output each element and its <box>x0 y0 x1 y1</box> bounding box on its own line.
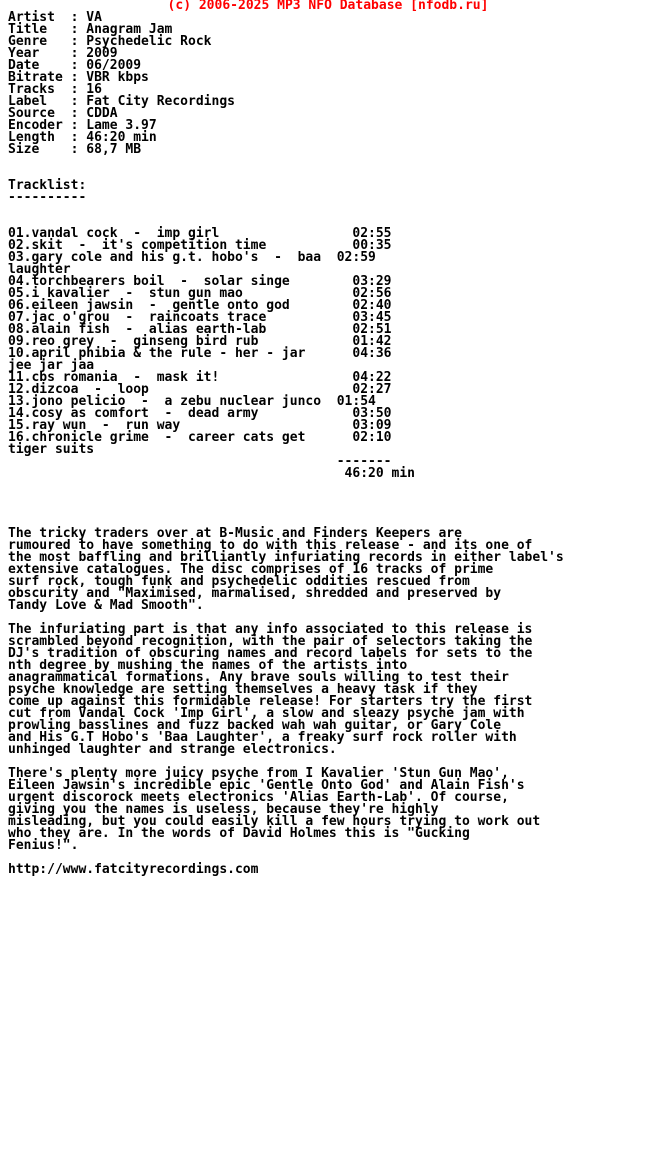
site-header: (c) 2006-2025 MP3 NFO Database [nfodb.ru] <box>167 0 489 13</box>
nfo-text: Artist : VA Title : Anagram Jam Genre : Psychedelic Rock Year : 2009 Date : 06/2009 Bitrate : VBR kbps Tracks : 16 Label : Fat City Recordings Source : CDDA Encoder : Lame 3.97 Length : 46:20 min Size : 68,7 MB Tracklist: ---------- 01.vandal cock - imp girl 02:55 02.skit - it's competition time 00:35 03.gary cole and his g.t. hobo's - baa 02:59 laughter 04.torchbearers boil - solar singe 03:29 05.i kavalier - stun gun mao 02:56 06.eileen jawsin - gentle onto god 02:40 07.jac o'grou - raincoats trace 03:45 08.alain fish - alias earth-lab 02:51 09.reo grey - ginseng bird rub 01:42 10.april phibia & the rule - her - jar 04:36 jee jar jaa 11.cbs romania - mask it! 04:22 12.dizcoa - loop 02:27 13.jono pelicio - a zebu nuclear junco 01:54 14.cosy as comfort - dead army 03:50 15.ray wun - run way 03:09 16.chronicle grime - career cats get 02:10 tiger suits ------- 46:20 min The tricky traders over at B-Music and Finders Keepers are rumoured to have something to do with this release - and its one of the most baffling and brilliantly infuriating records in either label's extensive catalogues. The disc comprises of 16 tracks of prime surf rock, tough funk and psychedelic oddities rescued from obscurity and "Maximised, marmalised, shredded and preserved by Tandy Love & Mad Smooth". The infuriating part is that any info associated to this release is scrambled beyond recognition, with the pair of selectors taking the DJ's tradition of obscuring names and record labels for sets to the nth degree by mushing the names of the artists into anagrammatical formations. Any brave souls willing to test their psyche knowledge are setting themselves a heavy task if they come up against this formidable release! For starters try the first cut from Vandal Cock 'Imp Girl', a slow and sleazy psyche jam with prowling basslines and fuzz backed wah wah guitar, or Gary Cole and His G.T Hobo's 'Baa Laughter', a freaky surf rock roller with unhinged laughter and strange electronics. There's plenty more juicy psyche from I Kavalier 'Stun Gun Mao', Eileen Jawsin's incredible epic 'Gentle Onto God' and Alain Fish's urgent discorock meets electronics 'Alias Earth-Lab'. Of course, giving you the names is useless, because they're highly misleading, but you could easily kill a few hours trying to work out who they are. In the words of David Holmes this is "Gucking Fenius!". http://www.fatcityrecordings.com <box>8 10 564 877</box>
